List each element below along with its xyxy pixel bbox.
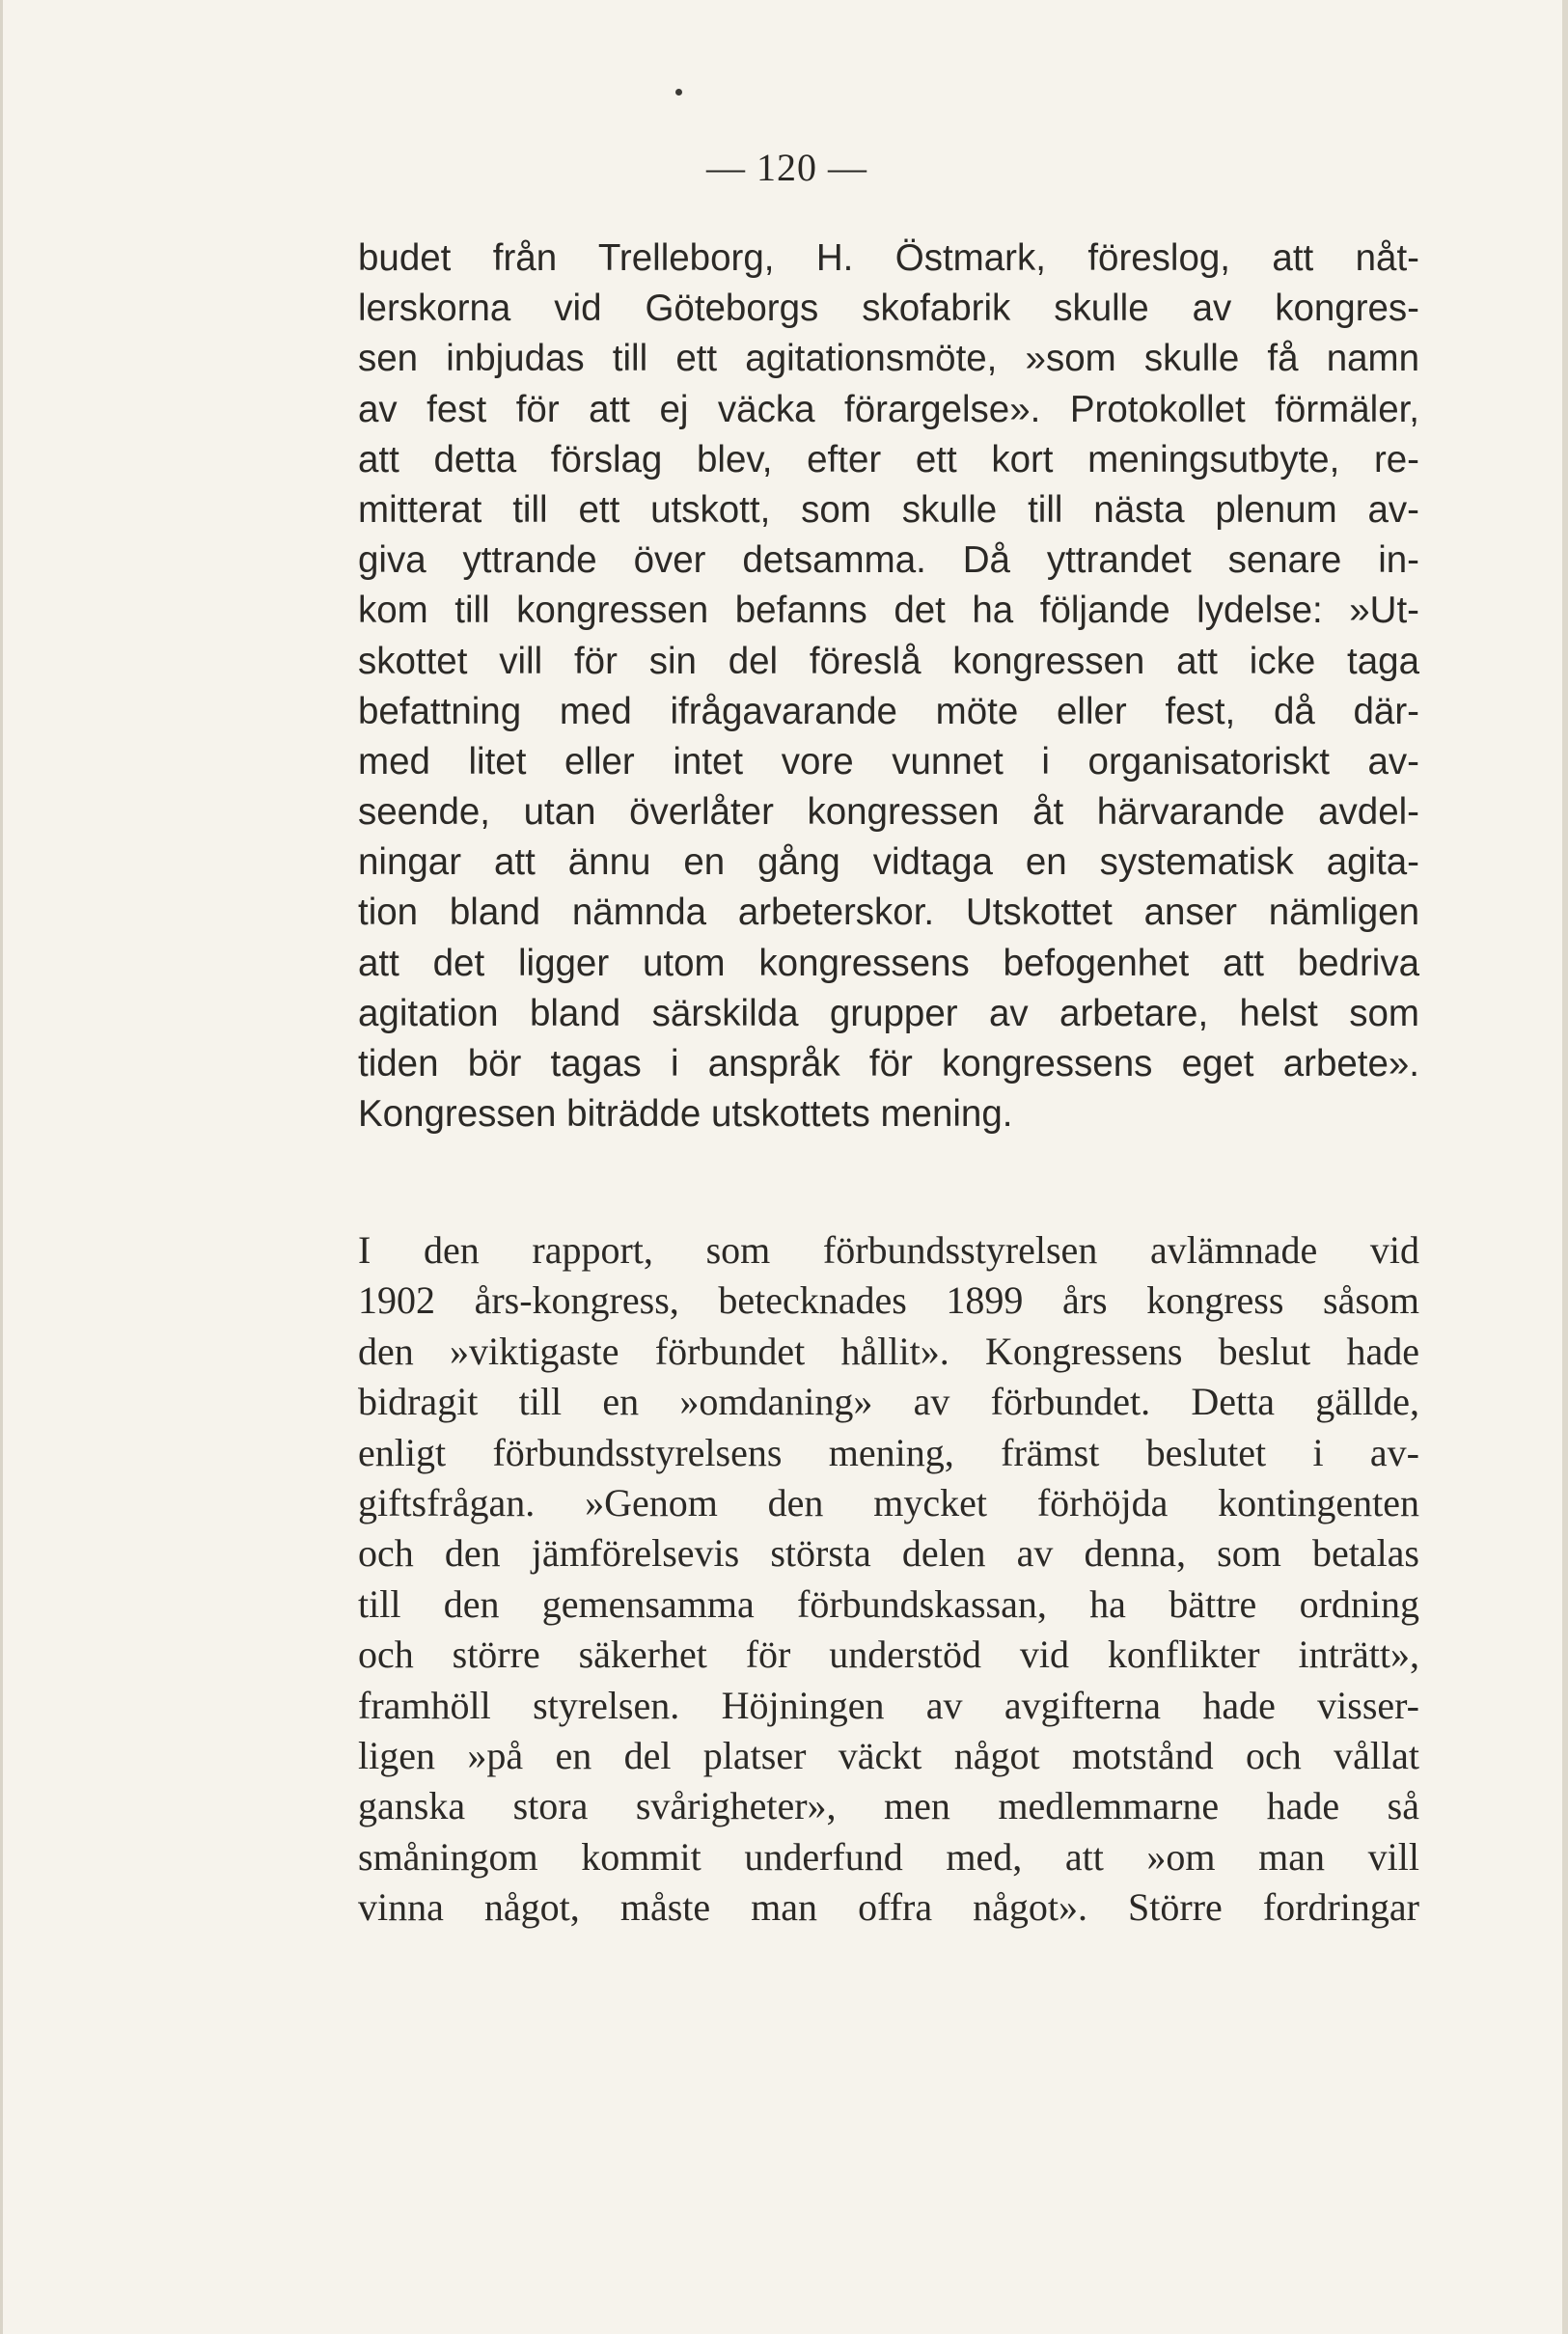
text-line: befattning med ifrågavarande möte eller fest, då där- bbox=[358, 690, 1419, 732]
text-line: enligt förbundsstyrelsens mening, främst beslutet i av- bbox=[358, 1430, 1419, 1474]
text-line: sen inbjudas till ett agitationsmöte, »som skulle få namn bbox=[358, 338, 1419, 380]
text-line: 1902 års-kongress, betecknades 1899 års kongress såsom bbox=[358, 1278, 1419, 1323]
text-line: tion bland nämnda arbeterskor. Utskottet anser nämligen bbox=[358, 892, 1419, 934]
text-line: agitation bland särskilda grupper av arbetare, helst som bbox=[358, 992, 1419, 1034]
text-line: giftsfrågan. »Genom den mycket förhöjda kontingenten bbox=[358, 1480, 1419, 1524]
text-line: mitterat till ett utskott, som skulle till nästa plenum av- bbox=[358, 488, 1419, 531]
text-line: att detta förslag blev, efter ett kort meningsutbyte, re- bbox=[358, 438, 1419, 481]
ink-dot bbox=[675, 89, 682, 96]
page-number: — 120 — bbox=[706, 146, 867, 189]
text-line: framhöll styrelsen. Höjningen av avgifterna hade visser- bbox=[358, 1683, 1419, 1727]
text-line: att det ligger utom kongressens befogenhet att bedriva bbox=[358, 942, 1419, 984]
text-line: och större säkerhet för understöd vid konflikter inträtt», bbox=[358, 1633, 1419, 1677]
text-line: ligen »på en del platser väckt något motstånd och vållat bbox=[358, 1733, 1419, 1777]
text-line: kom till kongressen befanns det ha följande lydelse: »Ut- bbox=[358, 590, 1419, 632]
text-line: I den rapport, som förbundsstyrelsen avlämnade vid bbox=[358, 1228, 1419, 1272]
text-line: seende, utan överlåter kongressen åt härvarande avdel- bbox=[358, 791, 1419, 834]
text-line: med litet eller intet vore vunnet i organisatoriskt av- bbox=[358, 740, 1419, 783]
text-line: småningom kommit underfund med, att »om man vill bbox=[358, 1834, 1419, 1879]
text-line: vinna något, måste man offra något». Större fordringar bbox=[358, 1885, 1419, 1930]
text-line: lerskorna vid Göteborgs skofabrik skulle av kongres- bbox=[358, 288, 1419, 330]
text-line: giva yttrande över detsamma. Då yttrandet senare in- bbox=[358, 539, 1419, 582]
text-line: och den jämförelsevis största delen av denna, som betalas bbox=[358, 1531, 1419, 1576]
text-line: bidragit till en »omdaning» av förbundet. Detta gällde, bbox=[358, 1380, 1419, 1424]
text-line: av fest för att ej väcka förargelse». Protokollet förmäler, bbox=[358, 388, 1419, 430]
paragraph-1 bbox=[358, 233, 1419, 1140]
text-line: budet från Trelleborg, H. Östmark, föreslog, att nåt- bbox=[358, 237, 1419, 279]
text-line: tiden bör tagas i anspråk för kongressens eget arbete». bbox=[358, 1043, 1419, 1085]
paragraph-2 bbox=[358, 1225, 1419, 1933]
text-line: skottet vill för sin del föreslå kongressen att icke taga bbox=[358, 640, 1419, 682]
text-line: till den gemensamma förbundskassan, ha bättre ordning bbox=[358, 1581, 1419, 1626]
text-line: ningar att ännu en gång vidtaga en systematisk agita- bbox=[358, 841, 1419, 884]
text-line: den »viktigaste förbundet hållit». Kongressens beslut hade bbox=[358, 1329, 1419, 1373]
text-line: Kongressen biträdde utskottets mening. bbox=[358, 1093, 1013, 1136]
text-line: ganska stora svårigheter», men medlemmarne hade så bbox=[358, 1784, 1419, 1828]
